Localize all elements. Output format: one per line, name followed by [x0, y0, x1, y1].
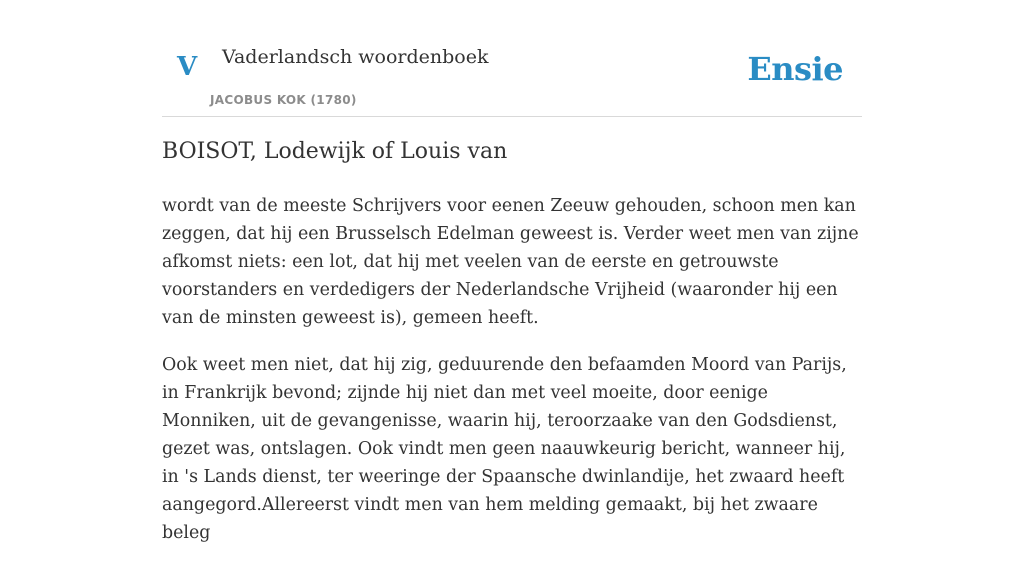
entry-paragraph: Ook weet men niet, dat hij zig, geduurende den befaamden Moord van Parijs, in Frankrijk bevond; zijnde hij niet dan met veel moeite, door eenige Monniken, uit de gevangenisse, waarin hij, teroorzaake van den Godsdienst, gezet was, ontslagen. Ook vindt men geen naauwkeurig bericht, wanneer hij, in 's Lands dienst, ter weeringe der Spaansche dwinlandije, het zwaard heeft aangegord.Allereerst vindt men van hem melding gemaakt, bij het zwaare beleg: [162, 355, 847, 543]
book-author: JACOBUS KOK (1780): [210, 93, 357, 107]
book-title-link[interactable]: Vaderlandsch woordenboek: [222, 46, 489, 68]
entry-body: [162, 192, 862, 566]
book-letter-icon: V: [177, 52, 198, 82]
page-header: [162, 0, 862, 117]
ensie-logo[interactable]: Ensie: [747, 50, 843, 88]
entry-title: BOISOT, Lodewijk of Louis van: [162, 139, 508, 164]
entry-paragraph: wordt van de meeste Schrijvers voor eenen Zeeuw gehouden, schoon men kan zeggen, dat hij een Brusselsch Edelman geweest is. Verder weet men van zijne afkomst niets: een lot, dat hij met veelen van de eerste en getrouwste voorstanders en verdedigers der Nederlandsche Vrijheid (waaronder hij een van de minsten geweest is), gemeen heeft.: [162, 196, 859, 328]
